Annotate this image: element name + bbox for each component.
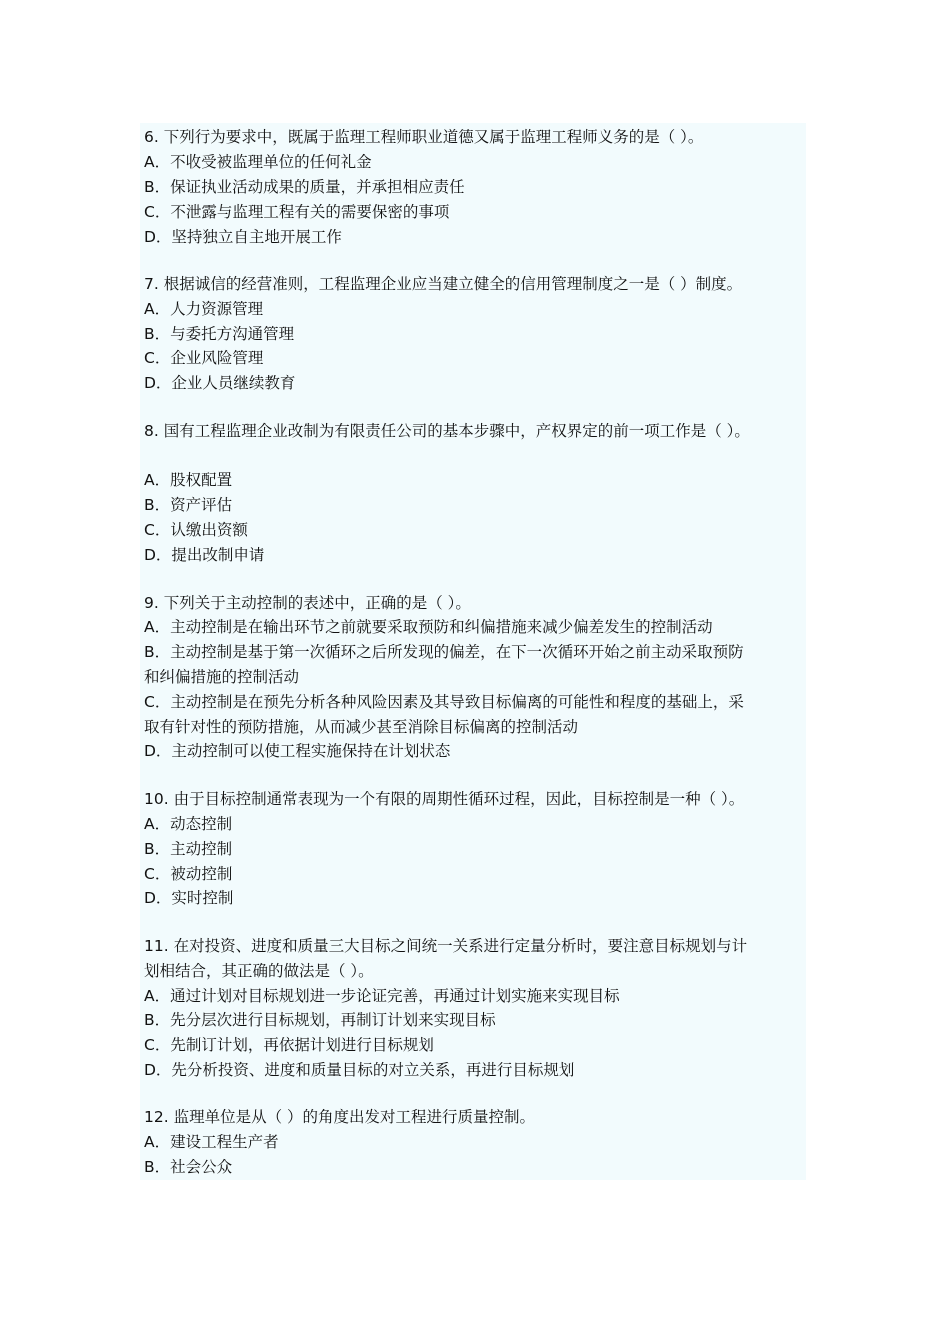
question-stem: 8. 国有工程监理企业改制为有限责任公司的基本步骤中，产权界定的前一项工作是（ ）。 xyxy=(144,422,750,440)
question-option: D．提出改制申请 xyxy=(144,546,265,564)
question-stem: 11. 在对投资、进度和质量三大目标之间统一关系进行定量分析时，要注意目标规划与计 xyxy=(144,937,748,955)
question-option: D．先分析投资、进度和质量目标的对立关系，再进行目标规划 xyxy=(144,1061,575,1079)
question-option-continuation: 和纠偏措施的控制活动 xyxy=(144,668,300,686)
question-stem: 6. 下列行为要求中，既属于监理工程师职业道德又属于监理工程师义务的是（ ）。 xyxy=(144,128,704,146)
question-option: C．先制订计划，再依据计划进行目标规划 xyxy=(144,1036,434,1054)
question-option: B．保证执业活动成果的质量，并承担相应责任 xyxy=(144,178,465,196)
question-option: A．建设工程生产者 xyxy=(144,1133,279,1151)
question-stem: 7. 根据诚信的经营准则，工程监理企业应当建立健全的信用管理制度之一是（ ）制度。 xyxy=(144,275,743,293)
question-stem: 10. 由于目标控制通常表现为一个有限的周期性循环过程，因此，目标控制是一种（ ）。 xyxy=(144,790,745,808)
question-option: A．不收受被监理单位的任何礼金 xyxy=(144,153,372,171)
question-stem: 12. 监理单位是从（ ）的角度出发对工程进行质量控制。 xyxy=(144,1108,536,1126)
question-option: A．主动控制是在输出环节之前就要采取预防和纠偏措施来减少偏差发生的控制活动 xyxy=(144,618,713,636)
question-option: A．人力资源管理 xyxy=(144,300,264,318)
question-stem: 9. 下列关于主动控制的表述中，正确的是（ ）。 xyxy=(144,594,471,612)
question-option: C．企业风险管理 xyxy=(144,349,264,367)
question-option-continuation: 取有针对性的预防措施，从而减少甚至消除目标偏离的控制活动 xyxy=(144,718,579,736)
question-option: C．主动控制是在预先分析各种风险因素及其导致目标偏离的可能性和程度的基础上，采 xyxy=(144,693,744,711)
question-option: A．股权配置 xyxy=(144,471,233,489)
question-option: A．动态控制 xyxy=(144,815,233,833)
question-option: C．被动控制 xyxy=(144,865,233,883)
question-option: D．主动控制可以使工程实施保持在计划状态 xyxy=(144,742,451,760)
question-option: D．实时控制 xyxy=(144,889,234,907)
question-option: B．资产评估 xyxy=(144,496,233,514)
question-option: C．不泄露与监理工程有关的需要保密的事项 xyxy=(144,203,450,221)
question-option: C．认缴出资额 xyxy=(144,521,248,539)
question-option: B．与委托方沟通管理 xyxy=(144,325,295,343)
question-option: D．坚持独立自主地开展工作 xyxy=(144,228,342,246)
question-option: B．主动控制 xyxy=(144,840,233,858)
question-option: D．企业人员继续教育 xyxy=(144,374,296,392)
question-option: B．社会公众 xyxy=(144,1158,233,1176)
question-stem-continuation: 划相结合，其正确的做法是（ ）。 xyxy=(144,962,374,980)
question-option: A．通过计划对目标规划进一步论证完善，再通过计划实施来实现目标 xyxy=(144,987,620,1005)
question-option: B．主动控制是基于第一次循环之后所发现的偏差，在下一次循环开始之前主动采取预防 xyxy=(144,643,744,661)
question-option: B．先分层次进行目标规划，再制订计划来实现目标 xyxy=(144,1011,496,1029)
